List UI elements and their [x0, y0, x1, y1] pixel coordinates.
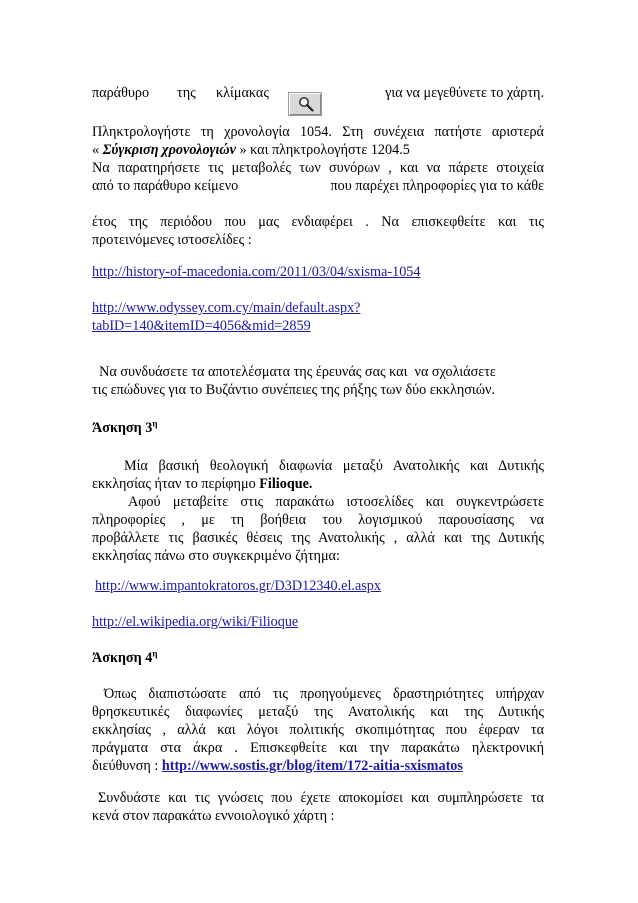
exercise-3-title-text: Άσκηση 3: [92, 420, 153, 436]
ex4-line4: πράγματα στα άκρα . Επισκεφθείτε και την παρακάτω ηλεκτρονική: [92, 740, 544, 756]
ex3-line1: Μία βασική θεολογική διαφωνία μεταξύ Ανατολικής και Δυτικής: [124, 458, 544, 474]
ex4-line5-text: διεύθυνση :: [92, 758, 162, 774]
p3-line2: τις επώδυνες για το Βυζάντιο συνέπειες της ρήξης των δύο εκκλησιών.: [92, 382, 495, 398]
filioque-term: Filioque.: [259, 476, 313, 492]
ex4-line1: Όπως διαπιστώσατε από τις προηγούμενες δραστηριότητες υπήρχαν: [104, 686, 544, 702]
p1-word-1: παράθυρο: [92, 85, 150, 101]
link-text[interactable]: http://history-of-macedonia.com/2011/03/04/sxisma-1054: [92, 264, 421, 280]
link-text[interactable]: tabID=140&itemID=4056&mid=2859: [92, 318, 311, 334]
ex3-line3: Αφού μεταβείτε στις παρακάτω ιστοσελίδες και συγκεντρώσετε: [128, 494, 544, 510]
p2-line5: έτος της περιόδου που μας ενδιαφέρει . Να επισκεφθείτε και τις: [92, 214, 544, 230]
magnifier-icon: [298, 96, 314, 112]
link-odyssey-2[interactable]: [92, 317, 544, 335]
link-wikipedia-filioque[interactable]: [92, 613, 544, 631]
p2-bold-term: Σύγκριση χρονολογιών: [102, 142, 236, 158]
p2-line4-b: που παρέχει πληροφορίες για το κάθε: [330, 178, 544, 194]
ex4-line3: εκκλησίας , αλλά και λόγοι πολιτικής σκοπιμότητας που έφεραν τα: [92, 722, 544, 738]
p1-text-end: για να μεγεθύνετε το χάρτη.: [385, 85, 544, 101]
exercise-4-title-text: Άσκηση 4: [92, 650, 153, 666]
p2-line4-a: από το παράθυρο κείμενο: [92, 178, 239, 194]
link-text[interactable]: http://www.odyssey.com.cy/main/default.aspx?: [92, 300, 361, 316]
magnifier-button[interactable]: [288, 92, 322, 116]
p1-word-3: κλίμακας: [216, 85, 269, 101]
p2-line1: Πληκτρολογήστε τη χρονολογία 1054. Στη συνέχεια πατήστε αριστερά: [92, 124, 544, 140]
ex3-line2-text: εκκλησίας ήταν το περίφημο: [92, 476, 260, 492]
p2-open-quote: «: [92, 142, 103, 158]
exercise-3-title: [92, 419, 544, 437]
link-text[interactable]: http://el.wikipedia.org/wiki/Filioque: [92, 614, 299, 630]
link-sostis[interactable]: http://www.sostis.gr/blog/item/172-aitia-sxismatos: [161, 758, 463, 774]
p3-line1: Να συνδυάσετε τα αποτελέσματα της έρευνάς σας και να σχολιάσετε: [92, 364, 496, 380]
exercise-4-sup: η: [152, 648, 158, 659]
link-odyssey-1[interactable]: [92, 299, 544, 317]
ex3-line4: πληροφορίες , με τη βοήθεια του λογισμικού παρουσίασης να: [92, 512, 544, 528]
p2-line3: Να παρατηρήσετε τις μεταβολές των συνόρων , και να πάρετε στοιχεία: [92, 160, 544, 176]
ex4-line6: Συνδυάστε και τις γνώσεις που έχετε αποκομίσει και συμπληρώσετε τα: [98, 790, 544, 806]
p1-word-2: της: [177, 85, 196, 101]
link-history-macedonia[interactable]: [92, 263, 544, 281]
exercise-4-title: [92, 649, 544, 667]
ex4-line5: [92, 757, 544, 775]
p2-line6: προτεινόμενες ιστοσελίδες :: [92, 232, 252, 248]
ex3-line6: εκκλησίας πάνω στο συγκεκριμένο ζήτημα:: [92, 548, 340, 564]
link-text[interactable]: http://www.impantokratoros.gr/D3D12340.el.aspx: [95, 578, 381, 594]
ex3-line2: [92, 475, 544, 493]
exercise-3-sup: η: [152, 418, 158, 429]
p2-line2: [92, 141, 544, 159]
ex4-line2: θρησκευτικές διαφωνίες μεταξύ της Ανατολικής και της Δυτικής: [92, 704, 544, 720]
link-impantokratoros[interactable]: [95, 577, 547, 595]
ex3-line5: προβάλλετε τις βασικές θέσεις της Ανατολικής , αλλά και της Δυτικής: [92, 530, 544, 546]
ex4-line7: κενά στον παρακάτω εννοιολογικό χάρτη :: [92, 808, 335, 824]
p2-line2-rest: » και πληκτρολογήστε 1204.5: [235, 142, 410, 158]
